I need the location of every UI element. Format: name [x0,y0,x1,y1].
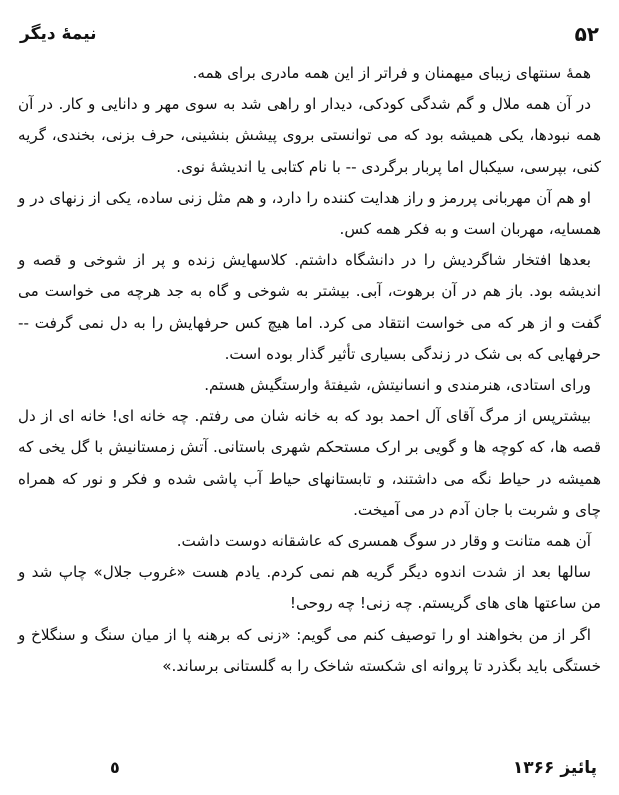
paragraph-8: سالها بعد از شدت اندوه دیگر گریه هم نمی کردم. یادم هست «غروب جلال» چاپ شد و من ساعتها های های گریستم. چه زنی! چه روحی! [18,563,601,613]
paragraph-9: اگر از من بخواهند او را توصیف کنم می گویم: «زنی که برهنه پا از میان سنگ و سنگلاخ و خستگی باید بگذرد تا پروانه ای شکسته شاخک را به گلستانی برساند.» [18,625,601,675]
page-header [16,22,603,54]
paragraph-4: بعدها افتخار شاگردیش را در دانشگاه داشتم. کلاسهایش زنده و پر از شوخی و قصه و اندیشه بود. باز هم در آن برهوت، آبی. بیشتر به شوخی و گاه به جد هرچه می خواست می گفت و از هر که می خواست انتقاد می کرد. اما هیچ کس حرفهایش را به دل نمی گرفت -- حرفهایی که بی شک در زندگی بسیاری تأثیر گذار بوده است. [18,251,601,363]
paragraph-3: او هم آن مهربانی پررمز و راز هدایت کننده را دارد، و هم مثل زنی ساده، یکی از زنهای در و همسایه، مهربان است و به فکر همه کس. [18,188,601,239]
body-text [18,58,601,682]
running-title: نیمهٔ دیگر [20,24,97,44]
page-footer [16,758,603,788]
paragraph-2: در آن همه ملال و گم شدگی کودکی، دیدار او راهی شد به سوی مهر و دانایی و کار. در آن همه نبودها، یکی همیشه بود که می توانستی بروی پیشش بنشینی، حرف بزنی، بخندی، گریه کنی، بپرسی، سیکبال اما پربار برگردی -- با نام کتابی یا اندیشهٔ نوی. [18,95,601,176]
paragraph-5: ورای استادی، هنرمندی و انسانیتش، شیفتهٔ وارستگیش هستم. [204,376,591,395]
footer-mark: ٥ [110,758,120,777]
paragraph-1: همهٔ سنتهای زیبای میهمنان و فراتر از این همه مادری برای همه. [192,64,591,82]
signature-date: پائیز ۱۳۶۶ [512,758,597,778]
paragraph-6: بیشترپس از مرگ آقای آل احمد بود که به خانه شان می رفتم. چه خانه ای! خانه ای از دل قصه ها، که کوچه ها و گویی بر ارک مستحکم شهری باستانی. آتش زمستانیش با گل یخی که همیشه در حیاط نگه می داشتند، و تابستانهای حیاط آب پاشی شده و فکر و نور که همراه چای و شربت با جان آدم در می آمیخت. [18,407,601,519]
paragraph-7: آن همه متانت و وقار در سوگ همسری که عاشقانه دوست داشت. [176,532,591,551]
page-number: ۵۲ [574,22,599,46]
